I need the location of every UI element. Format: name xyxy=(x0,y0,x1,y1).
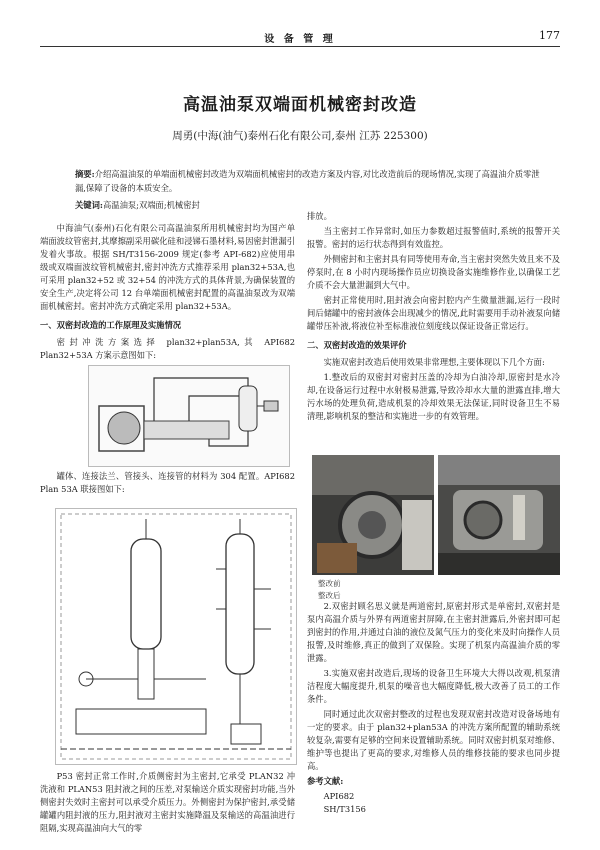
photo-after xyxy=(438,455,560,575)
keywords-label: 关键词: xyxy=(75,200,103,210)
page-number: 177 xyxy=(539,29,560,42)
section-name: 设 备 管 理 xyxy=(264,34,336,45)
photo-before xyxy=(312,455,434,575)
tank-note xyxy=(40,470,295,498)
plan53a-connection-drawing xyxy=(55,508,297,765)
right-column-bottom xyxy=(307,600,560,816)
photo-after-image xyxy=(438,455,560,575)
section-2-heading: 二、双密封改造的效果评价 xyxy=(307,340,407,350)
plan53a-drawing xyxy=(56,509,296,764)
plan32-53a-schematic xyxy=(88,365,290,467)
continuation: 排放。 xyxy=(307,211,332,221)
intro-paragraph: 中海油气(泰州)石化有限公司高温油泵所用机械密封均为国产单端面波纹管密封,其摩擦副采用碳化硅和浸锑石墨材料,易因密封泄漏引发着火事故。根据 SH/T3156-2009 规定(参考 API-682)应使用串级或双端面波纹管机械密封,密封冲洗方式推荐采用 plan32+53A,也可采用 plan32+52 或 32+54 的冲洗方式的具体背景,为确保装置的安全生产,决定将公司 12 台单端面机械密封配置的高温油泵改为双端面机械密封。密封冲洗方式确定采用 plan32+53A。 xyxy=(40,223,295,311)
article-title: 高温油泵双端面机械密封改造 xyxy=(183,95,417,115)
abstract xyxy=(75,167,540,195)
header-rule xyxy=(40,46,560,47)
left-column-bottom xyxy=(40,770,295,837)
tank-material-note: 罐体、连接法兰、管接头、连接管的材料为 304 配置。API682 Plan 53A 联接图如下: xyxy=(40,471,295,494)
schematic-drawing xyxy=(89,366,289,466)
keywords-text: 高温油泵;双端面;机械密封 xyxy=(102,200,200,210)
p53-paragraph: P53 密封正常工作时,介质侧密封为主密封,它承受 PLAN32 冲洗液和 PLAN53 阻封液之间的压差,对泵输送介质实现密封功能,当外侧密封失效时主密封可以承受介质压力。外侧密封为保护密封,承受储罐罐内阻封液的压力,阻封液对主密封实施降温及泵输送的高温油进行阻隔,实现高温油向大气的零 xyxy=(40,771,295,833)
reference-item: API682 xyxy=(323,791,355,801)
photo-before-image xyxy=(312,455,434,575)
reference-item: SH/T3156 xyxy=(323,804,366,814)
effect-intro: 实施双密封改造后使用效果非常理想,主要体现以下几个方面: xyxy=(323,357,545,367)
abstract-text: 介绍高温油泵的单端面机械密封改造为双端面机械密封的改造方案及内容,对比改造前后的现场情况,实现了高温油介质零泄漏,保障了设备的本质安全。 xyxy=(75,169,540,193)
effect-1: 1.整改后的双密封对密封压盖的冷却为白油冷却,原密封是水冷却,在设备运行过程中水射极易泄露,导致冷却水大量的泄露直排,增大污水场的处理负荷,造成机泵的冷却效果无法保证,同时设备卫生不易清理,影响机泵的整洁和实施进一步的有效管理。 xyxy=(307,372,560,421)
alarm-paragraph: 当主密封工作异常时,如压力参数超过报警值时,系统的报警开关报警。密封的运行状态得到有效监控。 xyxy=(307,226,560,249)
right-column-top xyxy=(307,210,560,425)
caption-before: 整改前 xyxy=(318,579,341,588)
effect-2: 2.双密封顾名思义就是两道密封,原密封形式是单密封,双密封是泵内高温介质与外界有两道密封屏障,在主密封泄露后,外密封即可起到密封的作用,并通过白油的液位及氮气压力的变化来及时向操作人员报警,及时维修,真正的做到了双保险。实现了机泵内高温油介质的零泄露。 xyxy=(307,601,560,663)
conclusion-paragraph: 同时通过此次双密封整改的过程也发现双密封改造对设备场地有一定的要求。由于 plan32+plan53A 的冲洗方案所配置的辅助系统较复杂,需要有足够的空间来设置辅助系统。同时双密封机泵对维修、维护等也提出了更高的要求,对维修人员的维修技能的要求也同步提高。 xyxy=(307,709,560,771)
author-line: 周勇(中海(油气)泰州石化有限公司,泰州 江苏 225300) xyxy=(172,130,428,142)
keywords xyxy=(75,199,200,211)
section-1-paragraph: 密封冲洗方案选择 plan32+plan53A,其 API682 Plan32+53A 方案示意图如下: xyxy=(40,337,295,360)
abstract-label: 摘要: xyxy=(75,169,95,179)
caption-after: 整改后 xyxy=(318,591,341,600)
section-1-heading: 一、双密封改造的工作原理及实施情况 xyxy=(40,320,182,330)
references-label: 参考文献: xyxy=(307,776,344,786)
outer-seal-paragraph: 外侧密封和主密封具有同等使用寿命,当主密封突然失效且来不及停泵时,在 8 小时内现场操作员应切换设备实施维修作业,以确保工艺介质不会大量泄漏到大气中。 xyxy=(307,254,560,290)
effect-3: 3.实施双密封改造后,现场的设备卫生环境大大得以改观,机泵清洁程度大幅度提升,机泵的噪音也大幅度降低,极大改善了员工的工作条件。 xyxy=(307,668,560,704)
refill-paragraph: 密封正常使用时,阻封液会向密封腔内产生微量泄漏,运行一段时间后储罐中的密封液体会出现减少的情况,此时需要用手动补液泵向储罐带压补液,将液位补至标准液位刻度线以保证设备正常运行。 xyxy=(307,295,560,331)
left-column-top xyxy=(40,222,295,364)
page-header xyxy=(0,0,600,45)
